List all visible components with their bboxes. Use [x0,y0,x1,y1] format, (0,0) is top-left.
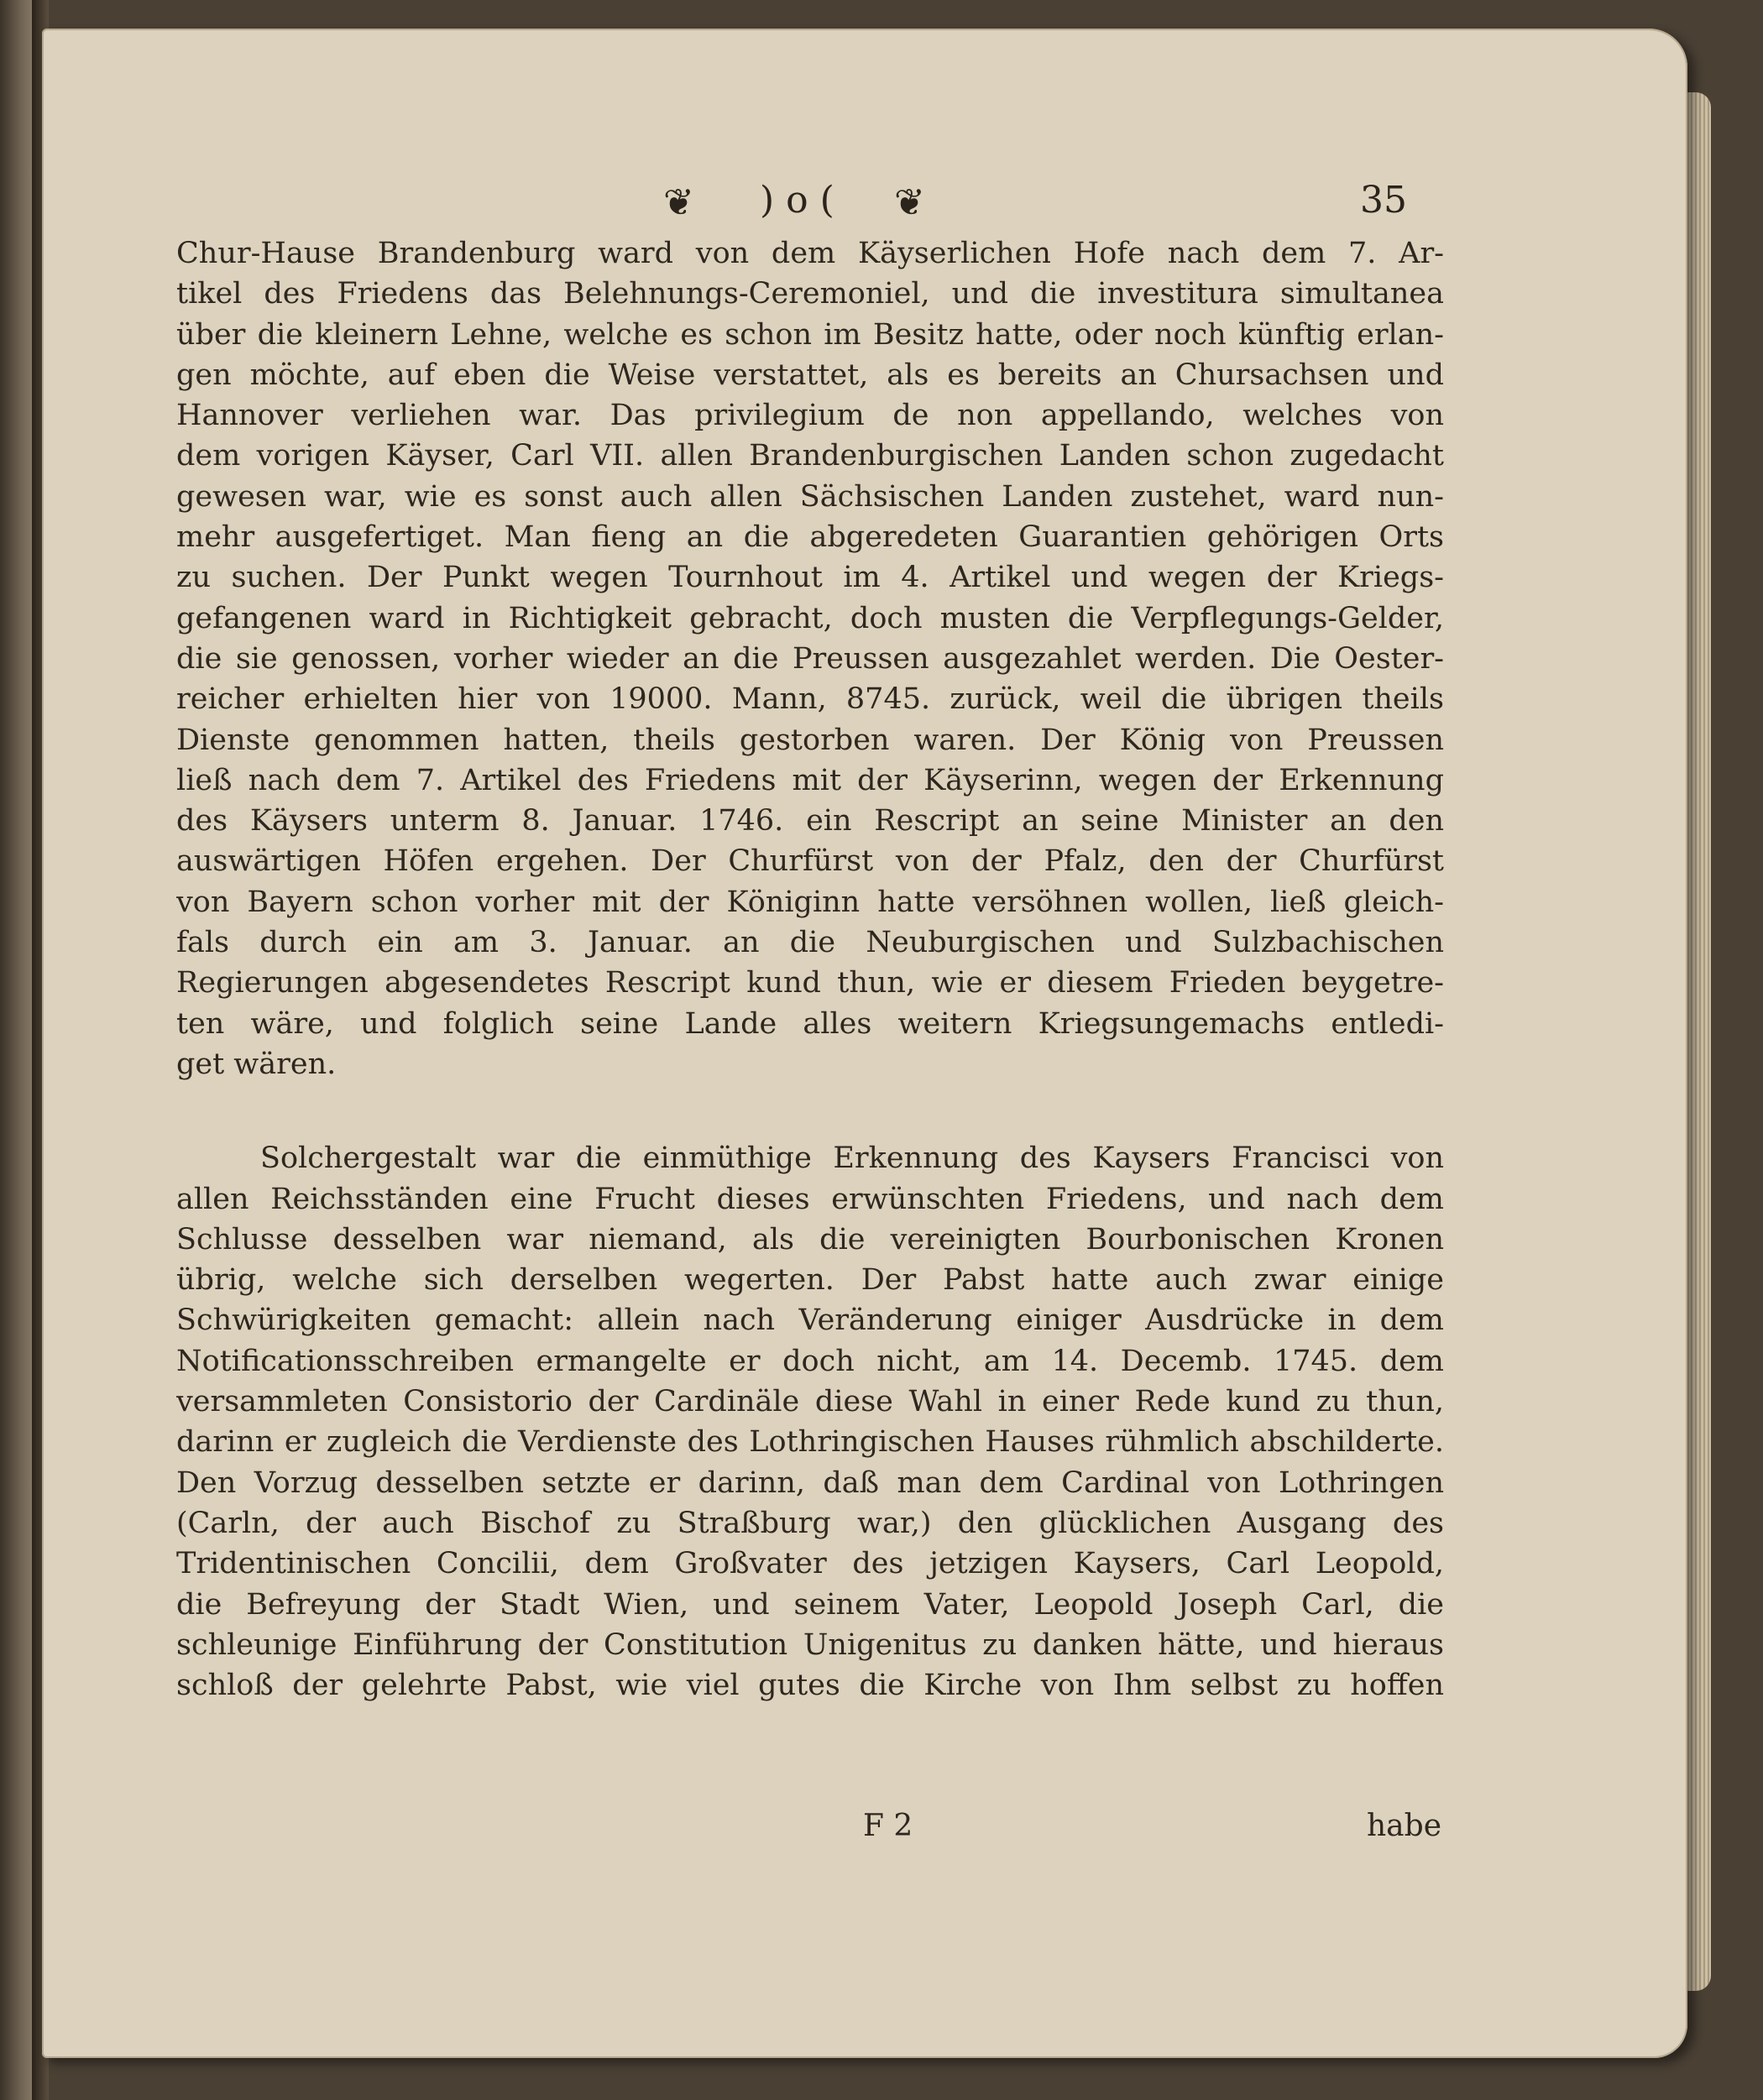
facing-page-edge [0,0,35,2100]
paragraph-2 [176,1138,1444,1706]
text-line: Notificationsschreiben ermangelte er doch nicht, am 14. Decemb. 1745. dem [176,1344,1444,1378]
text-line: Solchergestalt war die einmüthige Erkennung des Kaysers Francisci von [260,1141,1444,1176]
text-line: versammleten Consistorio der Cardinäle diese Wahl in einer Rede kund zu thun, [176,1385,1444,1419]
paragraph-gap [176,1084,1444,1138]
text-line: auswärtigen Höfen ergehen. Der Churfürst von der Pfalz, den der Churfürst [176,844,1444,879]
text-line: fals durch ein am 3. Januar. an die Neuburgischen und Sulzbachischen [176,926,1444,960]
text-line: gefangenen ward in Richtigkeit gebracht, doch musten die Verpflegungs-Gelder, [176,601,1444,635]
fleuron-ornament-icon: ❦ [894,181,925,224]
text-line: dem vorigen Käyser, Carl VII. allen Brandenburgischen Landen schon zugedacht [176,439,1444,473]
text-line: tikel des Friedens das Belehnungs-Ceremoniel, und die investitura simultanea [176,277,1444,311]
book-page [42,29,1687,2058]
paragraph-1 [176,233,1444,1084]
text-line: von Bayern schon vorher mit der Königinn hatte versöhnen wollen, ließ gleich- [176,885,1444,919]
running-header [134,180,1444,223]
text-line: die sie genossen, vorher wieder an die Preussen ausgezahlet werden. Die Oester- [176,641,1444,676]
page-number: 35 [1360,179,1407,222]
text-line: Schlusse desselben war niemand, als die vereinigten Bourbonischen Kronen [176,1222,1444,1256]
text-line: darinn er zugleich die Verdienste des Lothringischen Hauses rühmlich abschilderte. [176,1425,1444,1460]
text-line: Regierungen abgesendetes Rescript kund thun, wie er diesem Frieden beygetre- [176,966,1444,1000]
text-line: mehr ausgefertiget. Man fieng an die abgeredeten Guarantien gehörigen Orts [176,520,1444,555]
text-line: Hannover verliehen war. Das privilegium de non appellando, welches von [176,399,1444,433]
body-text [176,233,1444,1706]
text-line: Chur-Hause Brandenburg ward von dem Käyserlichen Hofe nach dem 7. Ar- [176,237,1444,270]
catchword: habe [1367,1809,1441,1843]
page-block-edge [1684,92,1711,1991]
text-line: gewesen war, wie es sonst auch allen Sächsischen Landen zustehet, ward nun- [176,479,1444,514]
text-line: Den Vorzug desselben setzte er darinn, daß man dem Cardinal von Lothringen [176,1465,1444,1500]
text-line: zu suchen. Der Punkt wegen Tournhout im 4. Artikel und wegen der Kriegs- [176,561,1444,595]
text-line: Schwürigkeiten gemacht: allein nach Veränderung einiger Ausdrücke in dem [176,1303,1444,1338]
signature-mark: F 2 [863,1809,913,1843]
text-line: ließ nach dem 7. Artikel des Friedens mit der Käyserinn, wegen der Erkennung [176,763,1444,797]
text-line: die Befreyung der Stadt Wien, und seinem Vater, Leopold Joseph Carl, die [176,1587,1444,1622]
header-center-mark: )o( [760,179,846,222]
text-line: ten wäre, und folglich seine Lande alles weitern Kriegsungemachs entledi- [176,1006,1444,1041]
text-line: schleunige Einführung der Constitution Unigenitus zu danken hätte, und hieraus [176,1627,1444,1662]
text-line: über die kleinern Lehne, welche es schon im Besitz hatte, oder noch künftig erlan- [176,317,1444,352]
text-line: des Käysers unterm 8. Januar. 1746. ein Rescript an seine Minister an den [176,804,1444,838]
text-line: Dienste genommen hatten, theils gestorben waren. Der König von Preussen [176,723,1444,757]
text-line: gen möchte, auf eben die Weise verstattet, als es bereits an Chursachsen und [176,358,1444,392]
fleuron-ornament-icon: ❦ [663,181,694,224]
text-line: get wären. [176,1047,337,1081]
text-line: reicher erhielten hier von 19000. Mann, 8745. zurück, weil die übrigen theils [176,682,1444,717]
text-line: (Carln, der auch Bischof zu Straßburg war,) den glücklichen Ausgang des [176,1506,1444,1540]
text-line: übrig, welche sich derselben wegerten. Der Pabst hatte auch zwar einige [176,1263,1444,1298]
text-line: schloß der gelehrte Pabst, wie viel gutes die Kirche von Ihm selbst zu hoffen [176,1669,1444,1703]
text-line: allen Reichsständen eine Frucht dieses erwünschten Friedens, und nach dem [176,1182,1444,1216]
text-line: Tridentinischen Concilii, dem Großvater des jetzigen Kaysers, Carl Leopold, [176,1547,1444,1581]
